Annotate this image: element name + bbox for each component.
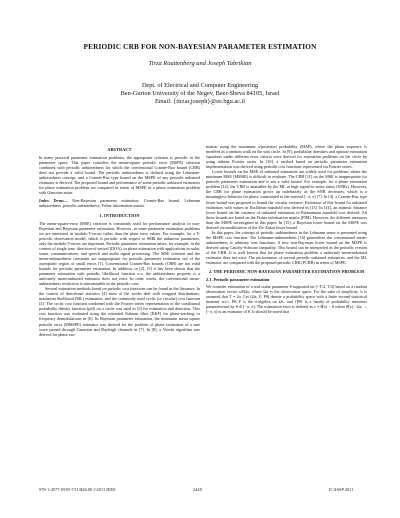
footer-isbn: 978-1-4577-0539-7/11/$26.00 ©2011 IEEE — [39, 487, 116, 492]
right-paragraph-3: In this paper, the concept of periodic unbiasedness in the Lehmann sense is presented using the MSPE cost function. The Lehmann-unbiasedness [16] generalizes the conventional mean-unbiasedness to arbitrary cost functions. A new non-Bayesian lower bound on the MSPE is derived using Cauchy-Schwarz inequality. This bound can be interpreted as the periodic version of the CRB. It is well known that for phase estimation problem a uniformly mean-unbiased estimator does not exist. The performance of several periodic-unbiased estimators, and the ML estimator, are compared with the proposed periodic CRB (PCRB) in terms of MSPE. — [206, 229, 367, 266]
affiliation-email: Email: {tirzar,joseph}@ee.bgu.ac.il — [154, 98, 246, 106]
index-terms-text: Non-Bayesian parameter estimation, Cramér-Rao bound, Lehmann unbiasedness, periodic unbiasedness, Fisher information matrix — [39, 198, 200, 209]
right-paragraph-4: We consider estimation of a real scalar parameter θ supported on [−T/2, T/2) based on a random observation vector x∈Ωx, where Ωx is the observation space. For the sake of simplicity, it is assumed that T = 2π. Let (Ωx, F, Pθ) denote a probability space with a finite second statistical moment w.r.t. Pθ, F is the σ-algebra on Ωx, and {Pθ} is a family of probability measures parameterized by θ ∈ [−π, π). The estimation error is defined as ε = θ̂(x) − θ where θ̂(x) : Ωx → [−π, π) is an estimator of θ. It should be noted that — [206, 284, 367, 315]
right-column — [206, 144, 367, 315]
affiliation-university: Ben-Gurion University of the Negev, Beer-Sheva 84105, Israel — [120, 90, 280, 98]
section2-heading: 2. THE PERIODIC NON-BAYESIAN PARAMETER ESTIMATION PROBLEM — [208, 269, 365, 275]
paper-title: PERIODIC CRB FOR NON-BAYESIAN PARAMETER ESTIMATION — [83, 42, 317, 51]
affiliation-block — [0, 82, 400, 107]
right-paragraph-1: mation using the maximum a-posteriori probability (MAP), where the phase sequence is modeled as a random walk on the unit circle. In [9], probability densities and optimal estimation equations under different error criteria were derived for estimation problems on the circle by using infinite Fourier series. In [10], a method based on periodic parameter estimation implementation was derived using periodic cost functions represented via Fourier series. — [206, 144, 367, 170]
index-terms-label: Index Terms— — [39, 198, 68, 204]
right-paragraph-2: Lower bounds on the MSE of unbiased estimators are widely used for problems where the minimum MSE (MMSE) is difficult to evaluate. The CRB [11] on the MSE is inappropriate for periodic parameter estimation and is not a valid bound. For example, for a phase estimation problem [12], the CRB is attainable by the ML at high signal-to-noise ratios (SNRs). However, the CRB for phase estimation grows up indefinitely as the SNR decreases, which is a meaningless behavior for phase constrained to the interval [−π, π) [7]. In [4], a Cramér-Rao type lower bound was proposed to bound the circular variance. Extension of this bound for unbiased estimators with values in Euclidean manifold was derived in [13]. In [14], an intrinsic distance lower bound on the variance of unbiased estimators in Riemannian manifold was derived. All these bounds are based on the Fisher information matrix (FIM). However, the different measures than the MSPE investigated in this paper. In [15], a Bayesian lower bound on the MSPE was derived via modification of the Ziv-Zakai lower bound. — [206, 169, 367, 230]
footer-page-number: 2448 — [193, 487, 202, 492]
intro-heading: 1. INTRODUCTION — [99, 212, 140, 218]
section2-1-heading: 2.1. Periodic parameter estimation — [206, 277, 270, 283]
intro-paragraph-1: The mean-square-error (MSE) criterion is commonly used for performance analysis in non-Bayesian and Bayesian parameter estimation. However, in some parameter estimation problems we are interested in modulo-T-errors rather than the plain error values. For example, for a T-periodic observation model, which is periodic with respect to θ∈ℝ the unknown parameters, only the modulo-T-errors are important. Periodic parameter estimation arises, for example, in the context of single tone, direction-of-arrival (DOA), or phase estimation with applications in radar, sonar, communications, and speech and audio signal processing. The MSE criterion and the mean-unbiasedness constraint are inappropriate for periodic parameter estimation out of the asymptotic region of small errors [1]. Conventional Cramér-Rao bounds (CRB) are not valid bounds for periodic parameter estimation. In addition, in [2], [3] it has been shown that the parameter estimation with periodic likelihood function π,π, the unbiasedness property is a uniformly mean-unbiased estimator does not exist. In other words, the conventional mean-unbiasedness restriction is unreasonable in the periodic case. — [39, 220, 200, 287]
abstract-heading: ABSTRACT — [107, 147, 132, 152]
footer-conference: ICASSP 2011 — [329, 487, 354, 492]
abstract-text: In many practical parameter estimation problems, the appropriate criterion is periodic in the parameter space. This paper considers the mean-square periodic error (MSPE) criterion combined with periodic unbiasedness for which the conventional Cramér-Rao bound (CRB) does not provide a valid bound. The periodic unbiasedness is defined using the Lehmann-unbiasedness concept, and a Cramér-Rao type bound on the MSPE of any periodic unbiased estimator is derived. The proposed bound and performance of some periodic unbiased estimators for phase estimation problem are compared in terms of MSPE in a phase estimation problem with Gaussian noise. — [39, 155, 200, 196]
intro-paragraph-2: Several estimation methods based on periodic cost functions can be found in the literature. In the context of directional statistics [4] most of the works deal with wrapped distributions, maximum likelihood (ML) estimation, and the commonly used cyclic (or circular) cost function [4]. The cyclic cost function combined with the Fourier series representation of the conditional probability density function (pdf) on a circle was used in [5] for estimation and detection. This cost function was evaluated using the extended Kalman filter (EKF) for phase-tracking or frequency demodulations in [6]. In Bayesian parameter estimation, the minimum mean square periodic error (MMSPE) estimator was derived for the problem of phase estimation of a sine wave passed through Gaussian and Rayleigh channels in [7]. In [8], a Viterbi algorithm was derived for phase esti- — [39, 286, 200, 337]
affiliation-dept: Dept. of Electrical and Computer Engineering — [141, 82, 259, 89]
index-terms — [39, 198, 200, 208]
paper-authors: Tirza Routtenberg and Joseph Tabrikian — [148, 60, 252, 67]
left-column — [39, 143, 200, 337]
